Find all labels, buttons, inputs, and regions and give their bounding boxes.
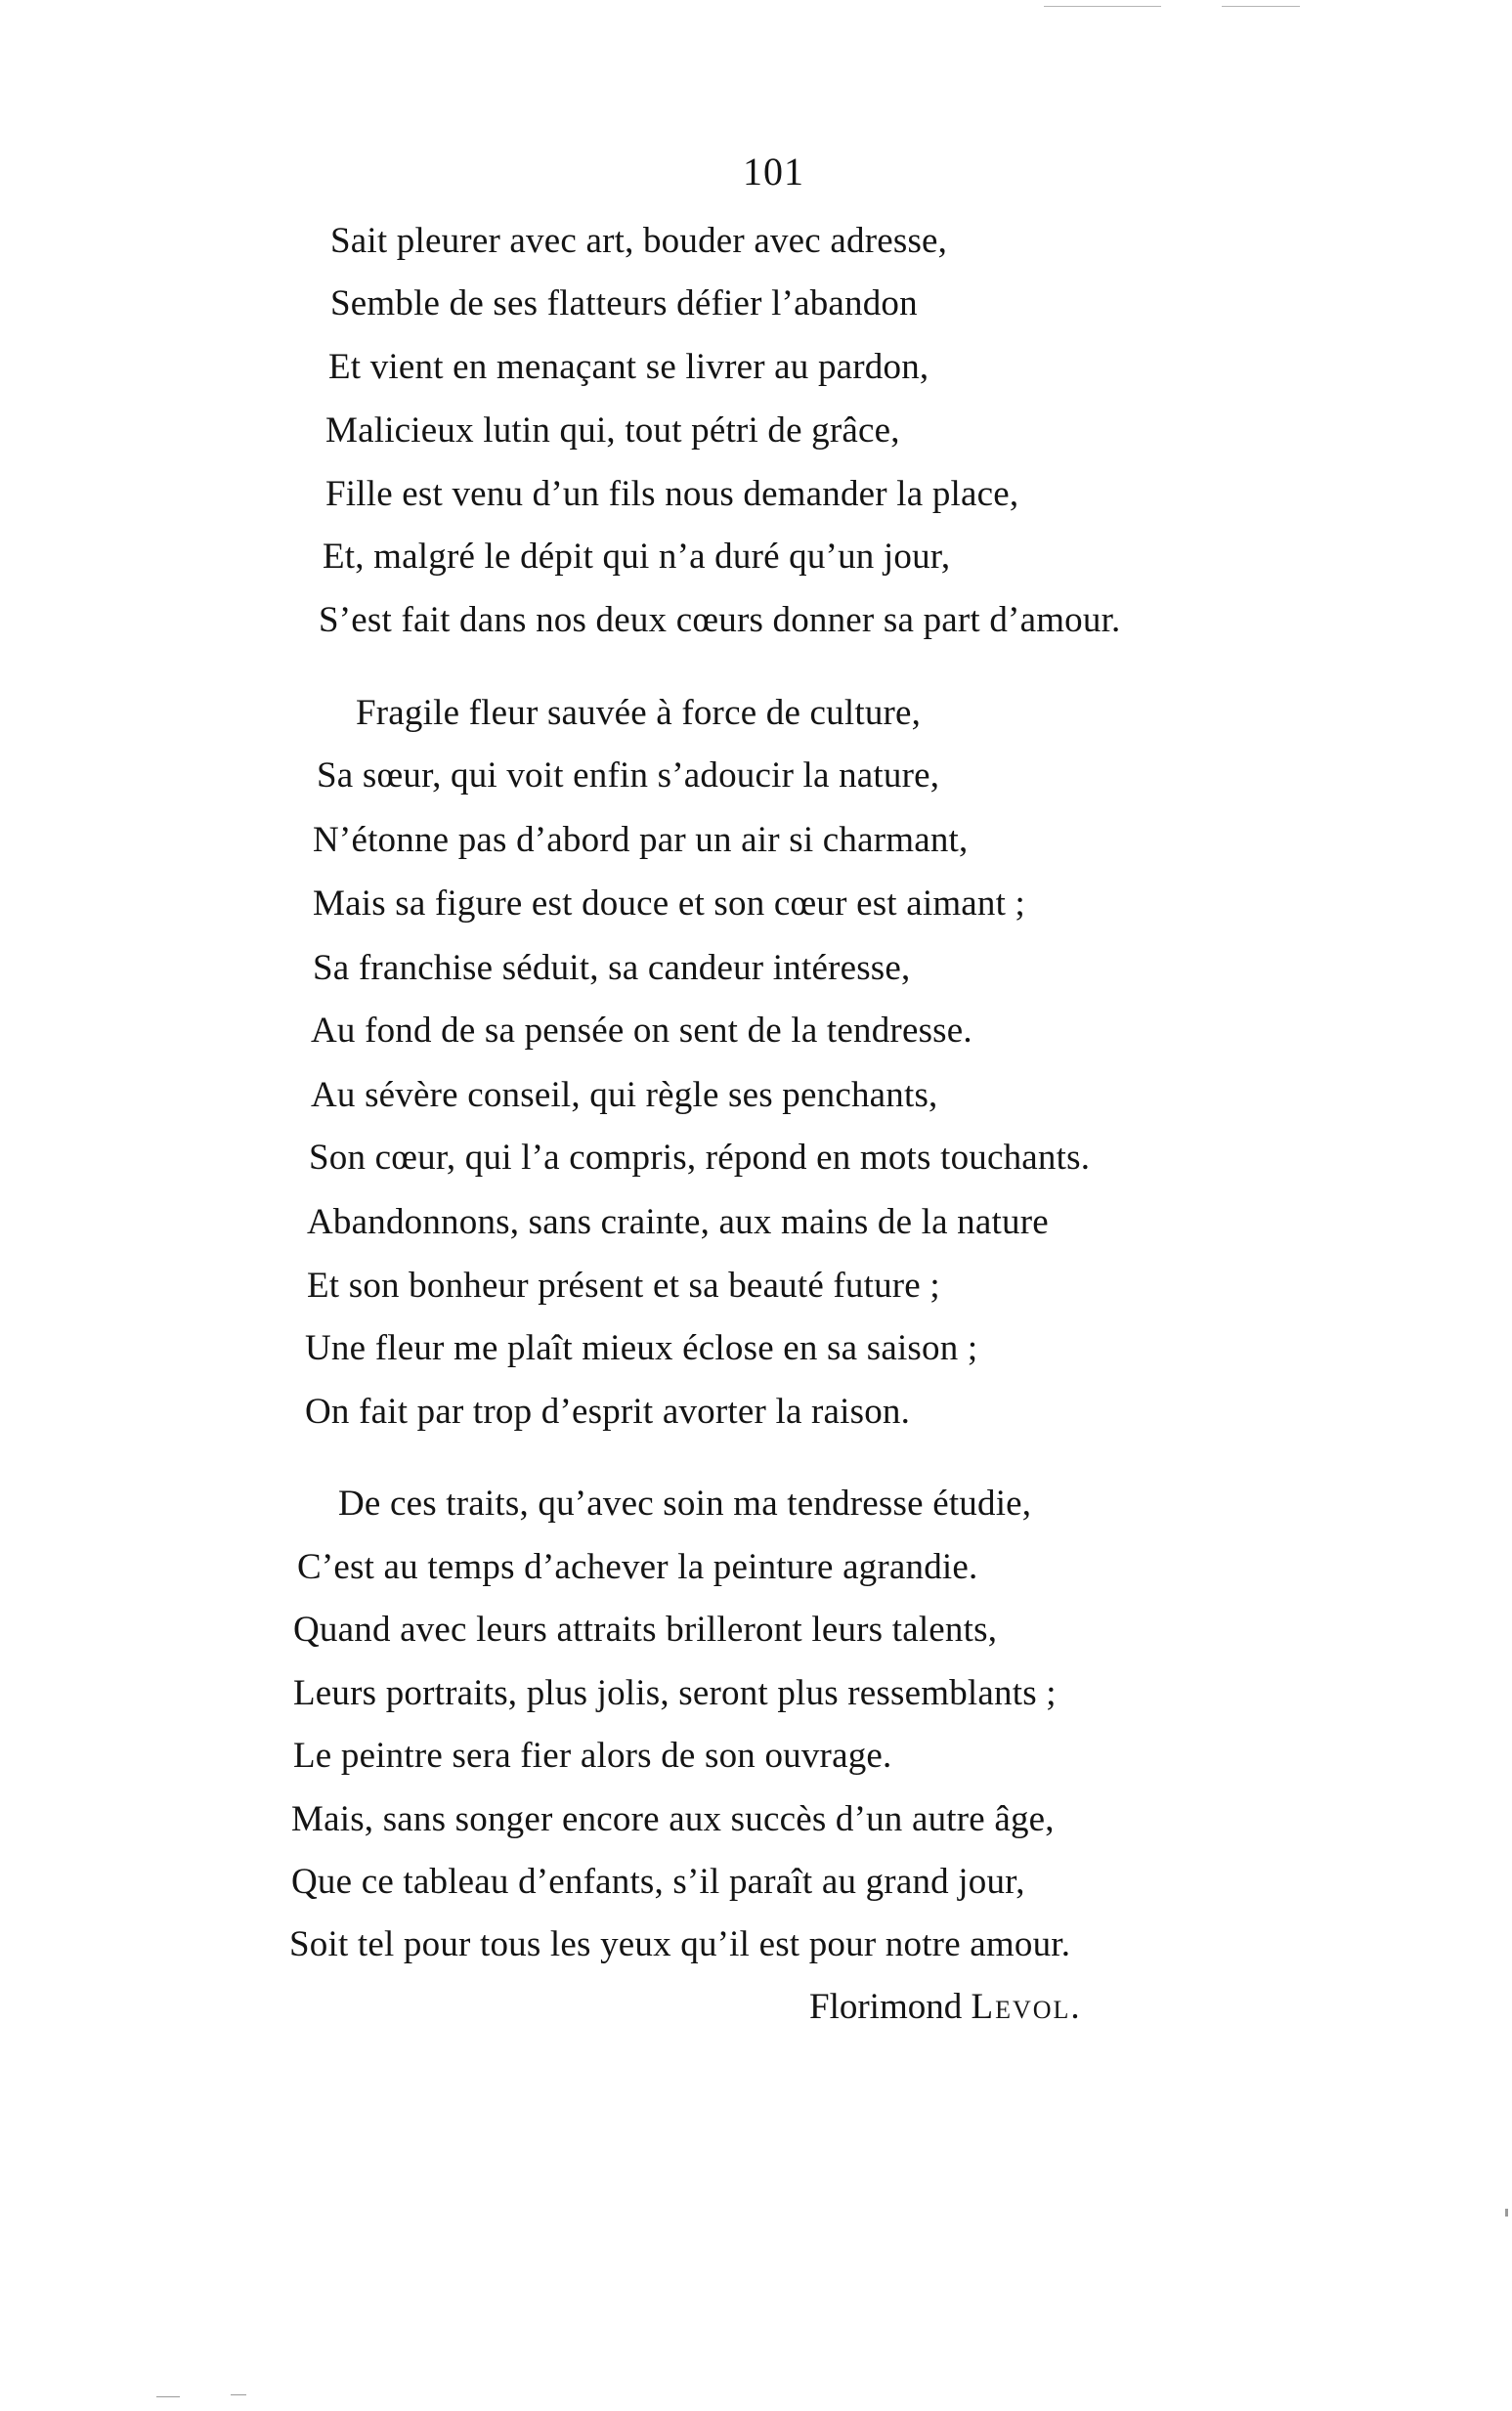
verse-line: De ces traits, qu’avec soin ma tendresse étudie, [338, 1484, 1032, 1524]
verse-line: Et vient en menaçant se livrer au pardon, [328, 347, 929, 387]
verse-line: Le peintre sera fier alors de son ouvrage. [293, 1736, 892, 1776]
verse-line: Sa franchise séduit, sa candeur intéresse, [313, 948, 911, 988]
verse-line: Leurs portraits, plus jolis, seront plus ressemblants ; [293, 1673, 1057, 1713]
verse-line: Au fond de sa pensée on sent de la tendresse. [311, 1011, 972, 1051]
verse-line: C’est au temps d’achever la peinture agrandie. [297, 1547, 978, 1587]
scan-artifact [156, 2396, 180, 2397]
verse-line: Fille est venu d’un fils nous demander la place, [325, 474, 1019, 514]
scan-artifact [231, 2394, 246, 2395]
verse-line: Quand avec leurs attraits brilleront leurs talents, [293, 1610, 998, 1650]
verse-line: Son cœur, qui l’a compris, répond en mots touchants. [309, 1138, 1091, 1178]
verse-line: Que ce tableau d’enfants, s’il paraît au grand jour, [291, 1862, 1025, 1902]
verse-line: Et son bonheur présent et sa beauté future ; [307, 1266, 940, 1306]
verse-line: N’étonne pas d’abord par un air si charmant, [313, 820, 969, 860]
scan-artifact [1222, 6, 1300, 7]
author-surname: Levol. [971, 1987, 1082, 2027]
verse-line: Sa sœur, qui voit enfin s’adoucir la nature, [317, 755, 940, 796]
scan-artifact [1505, 2209, 1508, 2217]
verse-line: Malicieux lutin qui, tout pétri de grâce, [325, 410, 900, 451]
author-signature [809, 1989, 1082, 2025]
scan-artifact [1044, 6, 1161, 7]
verse-line: Soit tel pour tous les yeux qu’il est pour notre amour. [289, 1924, 1071, 1964]
verse-line: Abandonnons, sans crainte, aux mains de la nature [307, 1202, 1049, 1242]
verse-line: Et, malgré le dépit qui n’a duré qu’un jour, [323, 537, 951, 577]
author-first-name: Florimond [809, 1987, 963, 2027]
verse-line: S’est fait dans nos deux cœurs donner sa part d’amour. [319, 600, 1121, 640]
verse-line: Mais sa figure est douce et son cœur est aimant ; [313, 883, 1026, 924]
verse-line: Fragile fleur sauvée à force de culture, [356, 693, 922, 733]
verse-line: Au sévère conseil, qui règle ses penchants, [311, 1075, 938, 1115]
verse-line: Une fleur me plaît mieux éclose en sa saison ; [305, 1328, 978, 1368]
verse-line: Sait pleurer avec art, bouder avec adresse, [330, 221, 948, 261]
verse-line: Semble de ses flatteurs défier l’abandon [330, 283, 918, 323]
page-number: 101 [743, 150, 804, 194]
verse-line: On fait par trop d’esprit avorter la raison. [305, 1392, 911, 1432]
verse-line: Mais, sans songer encore aux succès d’un autre âge, [291, 1799, 1055, 1839]
